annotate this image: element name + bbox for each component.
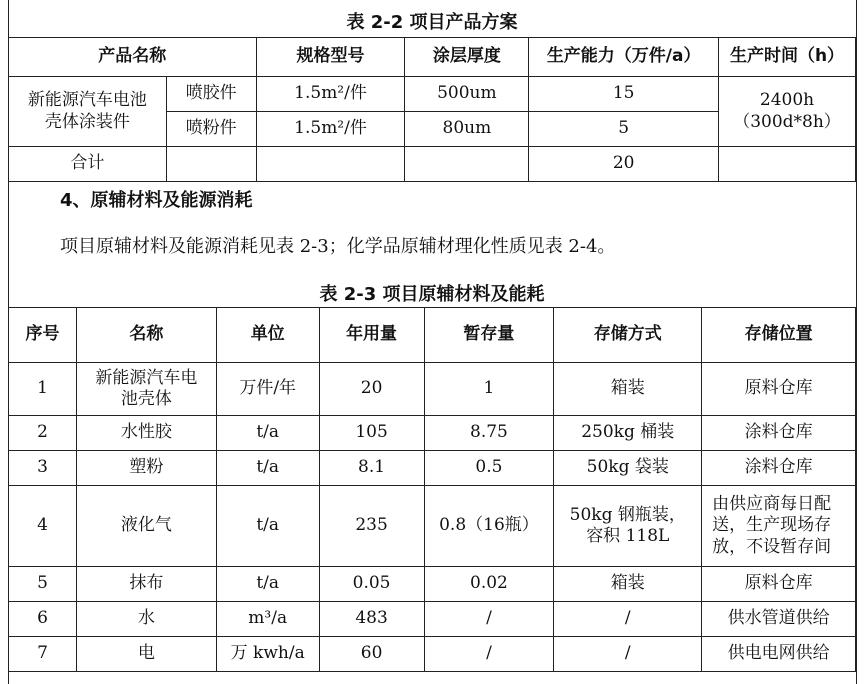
location-cell: 原料仓库 [702,567,856,602]
header-cell: 生产时间（h） [719,38,856,77]
table-row [9,77,856,112]
location-cell: 涂料仓库 [702,451,856,486]
table-row [9,602,856,637]
capacity-cell: 15 [529,77,719,112]
no-cell: 6 [9,602,77,637]
unit-cell: m³/a [216,602,319,637]
table-row [9,363,856,416]
table-header-row [9,38,856,77]
table-row [9,451,856,486]
section-heading: 4、原辅材料及能源消耗 [60,190,253,211]
unit-cell: 万 kwh/a [216,637,319,672]
table-2-3-caption: 表 2-3 项目原辅材料及能耗 [319,284,545,305]
annual-cell: 0.05 [319,567,424,602]
materials-table [8,307,856,672]
stock-cell: 0.02 [424,567,554,602]
no-cell: 1 [9,363,77,416]
stock-cell: 8.75 [424,416,554,451]
product-type-cell: 喷粉件 [166,112,256,147]
capacity-cell: 5 [529,112,719,147]
location-cell: 供电电网供给 [702,637,856,672]
name-cell: 塑粉 [76,451,216,486]
header-cell: 存储位置 [702,308,856,363]
table-header-row [9,308,856,363]
header-cell: 生产能力（万件/a） [529,38,719,77]
method-cell: / [554,602,702,637]
annual-cell: 8.1 [319,451,424,486]
no-cell: 2 [9,416,77,451]
header-cell: 暂存量 [424,308,554,363]
name-cell: 抹布 [76,567,216,602]
method-cell: / [554,637,702,672]
location-cell: 由供应商每日配送，生产现场存放，不设暂存间 [702,486,856,567]
stock-cell: / [424,637,554,672]
thickness-cell: 500um [405,77,529,112]
annual-cell: 483 [319,602,424,637]
method-cell: 箱装 [554,567,702,602]
stock-cell: 1 [424,363,554,416]
stock-cell: / [424,602,554,637]
total-capacity-cell: 20 [529,147,719,182]
stock-cell: 0.5 [424,451,554,486]
name-cell: 液化气 [76,486,216,567]
unit-cell: 万件/年 [216,363,319,416]
table-row [9,637,856,672]
unit-cell: t/a [216,486,319,567]
total-label-cell: 合计 [9,147,167,182]
header-cell: 存储方式 [554,308,702,363]
time-line-1: 2400h [759,90,815,111]
spec-cell: 1.5m²/件 [256,112,405,147]
annual-cell: 235 [319,486,424,567]
annual-cell: 105 [319,416,424,451]
location-cell: 原料仓库 [702,363,856,416]
table-2-2-caption: 表 2-2 项目产品方案 [346,12,518,33]
name-cell: 水性胶 [76,416,216,451]
empty-cell [166,147,256,182]
unit-cell: t/a [216,416,319,451]
method-cell: 50kg 袋装 [554,451,702,486]
header-cell: 产品名称 [9,38,257,77]
product-plan-table [8,37,856,182]
location-cell: 供水管道供给 [702,602,856,637]
method-cell: 250kg 桶装 [554,416,702,451]
method-cell: 箱装 [554,363,702,416]
no-cell: 3 [9,451,77,486]
method-cell: 50kg 钢瓶装，容积 118L [554,486,702,567]
table-row [9,416,856,451]
name-cell: 电 [76,637,216,672]
unit-cell: t/a [216,567,319,602]
empty-cell [719,147,856,182]
stock-cell: 0.8（16瓶） [424,486,554,567]
header-cell: 序号 [9,308,77,363]
header-cell: 涂层厚度 [405,38,529,77]
annual-cell: 20 [319,363,424,416]
annual-cell: 60 [319,637,424,672]
thickness-cell: 80um [405,112,529,147]
empty-cell [405,147,529,182]
table-row [9,486,856,567]
total-row [9,147,856,182]
table-row [9,567,856,602]
name-cell: 新能源汽车电池壳体 [76,363,216,416]
product-group-cell: 新能源汽车电池壳体涂装件 [9,77,167,147]
header-cell: 名称 [76,308,216,363]
time-line-2: （300d*8h） [733,111,841,132]
header-cell: 单位 [216,308,319,363]
spec-cell: 1.5m²/件 [256,77,405,112]
location-cell: 涂料仓库 [702,416,856,451]
header-cell: 年用量 [319,308,424,363]
unit-cell: t/a [216,451,319,486]
name-cell: 水 [76,602,216,637]
product-type-cell: 喷胶件 [166,77,256,112]
production-time-cell [719,77,856,147]
body-paragraph: 项目原辅材料及能源消耗见表 2-3；化学品原辅材理化性质见表 2-4。 [60,236,616,257]
empty-cell [256,147,405,182]
header-cell: 规格型号 [256,38,405,77]
no-cell: 4 [9,486,77,567]
no-cell: 5 [9,567,77,602]
no-cell: 7 [9,637,77,672]
